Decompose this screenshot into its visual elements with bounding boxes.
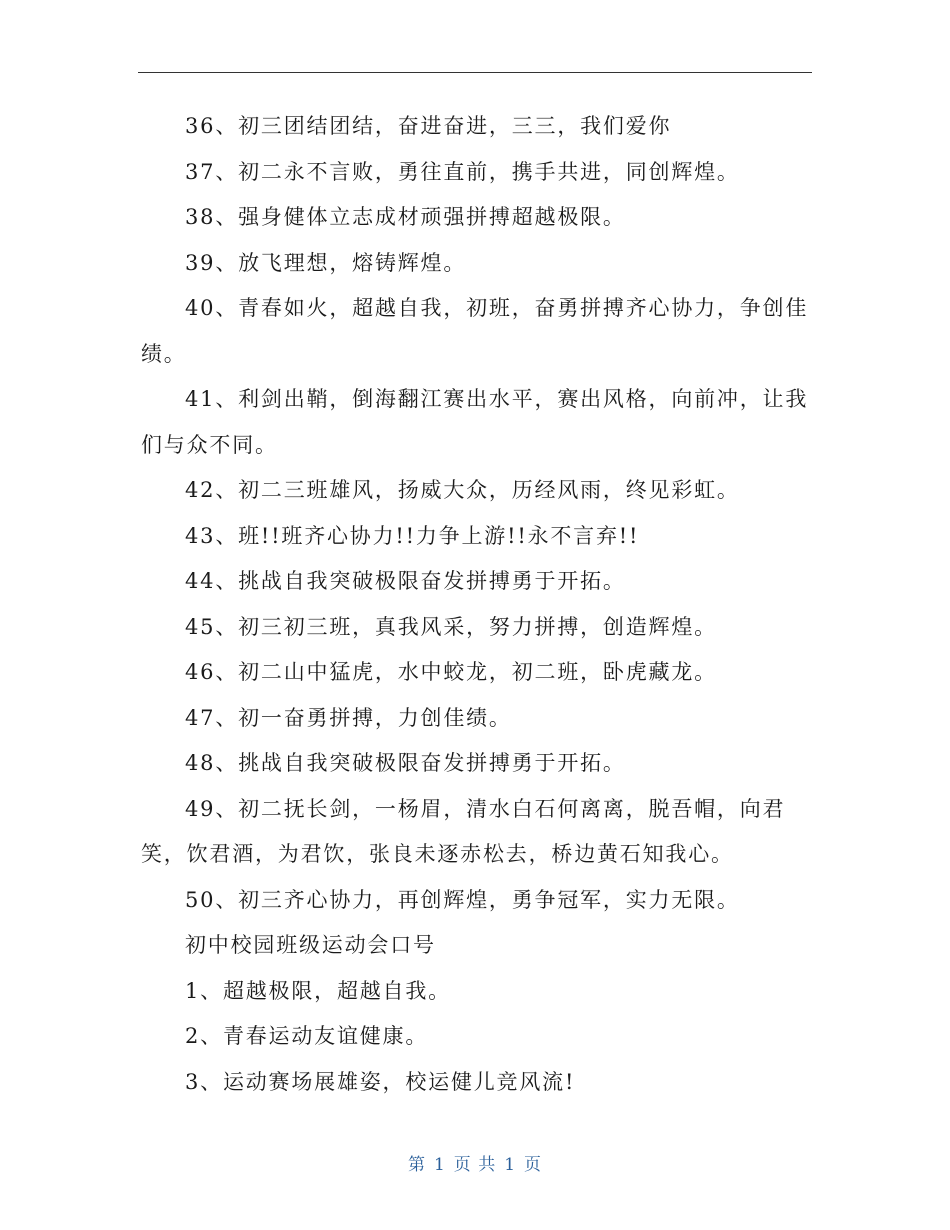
slogan-49: 49、初二抚长剑，一杨眉，清水白石何离离，脱吾帽，向君笑，饮君酒，为君饮，张良未逐赤松去，桥边黄石知我心。	[141, 796, 786, 866]
footer-page-number: 1	[433, 1155, 446, 1175]
slogan-47: 47、初一奋勇拼搏，力创佳绩。	[185, 705, 512, 730]
slogan-50: 50、初三齐心协力，再创辉煌，勇争冠军，实力无限。	[185, 887, 740, 912]
footer-total-pages: 1	[504, 1155, 517, 1175]
slogan-42: 42、初二三班雄风，扬威大众，历经风雨，终见彩虹。	[185, 478, 740, 502]
footer-prefix: 第	[407, 1155, 426, 1175]
footer-suffix: 页	[524, 1155, 543, 1175]
slogan-39: 39、放飞理想，熔铸辉煌。	[185, 250, 467, 275]
section-heading: 初中校园班级运动会口号	[185, 933, 436, 957]
slogan-45: 45、初三初三班，真我风采，努力拼搏，创造辉煌。	[185, 614, 717, 639]
slogan-1: 1、超越极限，超越自我。	[185, 978, 451, 1003]
page-footer	[0, 1150, 950, 1175]
header-rule	[138, 72, 812, 73]
slogan-36: 36、初三团结团结，奋进奋进，三三，我们爱你	[185, 114, 672, 138]
slogan-48: 48、挑战自我突破极限奋发拼搏勇于开拓。	[185, 751, 626, 775]
slogan-3: 3、运动赛场展雄姿，校运健儿竞风流!	[185, 1069, 576, 1094]
slogan-43: 43、班!!班齐心协力!!力争上游!!永不言弃!!	[185, 523, 640, 548]
slogan-38: 38、强身健体立志成材顽强拼搏超越极限。	[185, 205, 626, 229]
slogan-46: 46、初二山中猛虎，水中蛟龙，初二班，卧虎藏龙。	[185, 660, 717, 684]
slogan-44: 44、挑战自我突破极限奋发拼搏勇于开拓。	[185, 569, 626, 593]
slogan-37: 37、初二永不言败，勇往直前，携手共进，同创辉煌。	[185, 159, 740, 184]
footer-middle: 页 共	[453, 1155, 497, 1175]
slogan-40: 40、青春如火，超越自我，初班，奋勇拼搏齐心协力，争创佳绩。	[141, 296, 809, 366]
document-body	[141, 104, 809, 1105]
slogan-41: 41、利剑出鞘，倒海翻江赛出水平，赛出风格，向前冲，让我们与众不同。	[141, 387, 809, 457]
slogan-2: 2、青春运动友谊健康。	[185, 1024, 429, 1048]
